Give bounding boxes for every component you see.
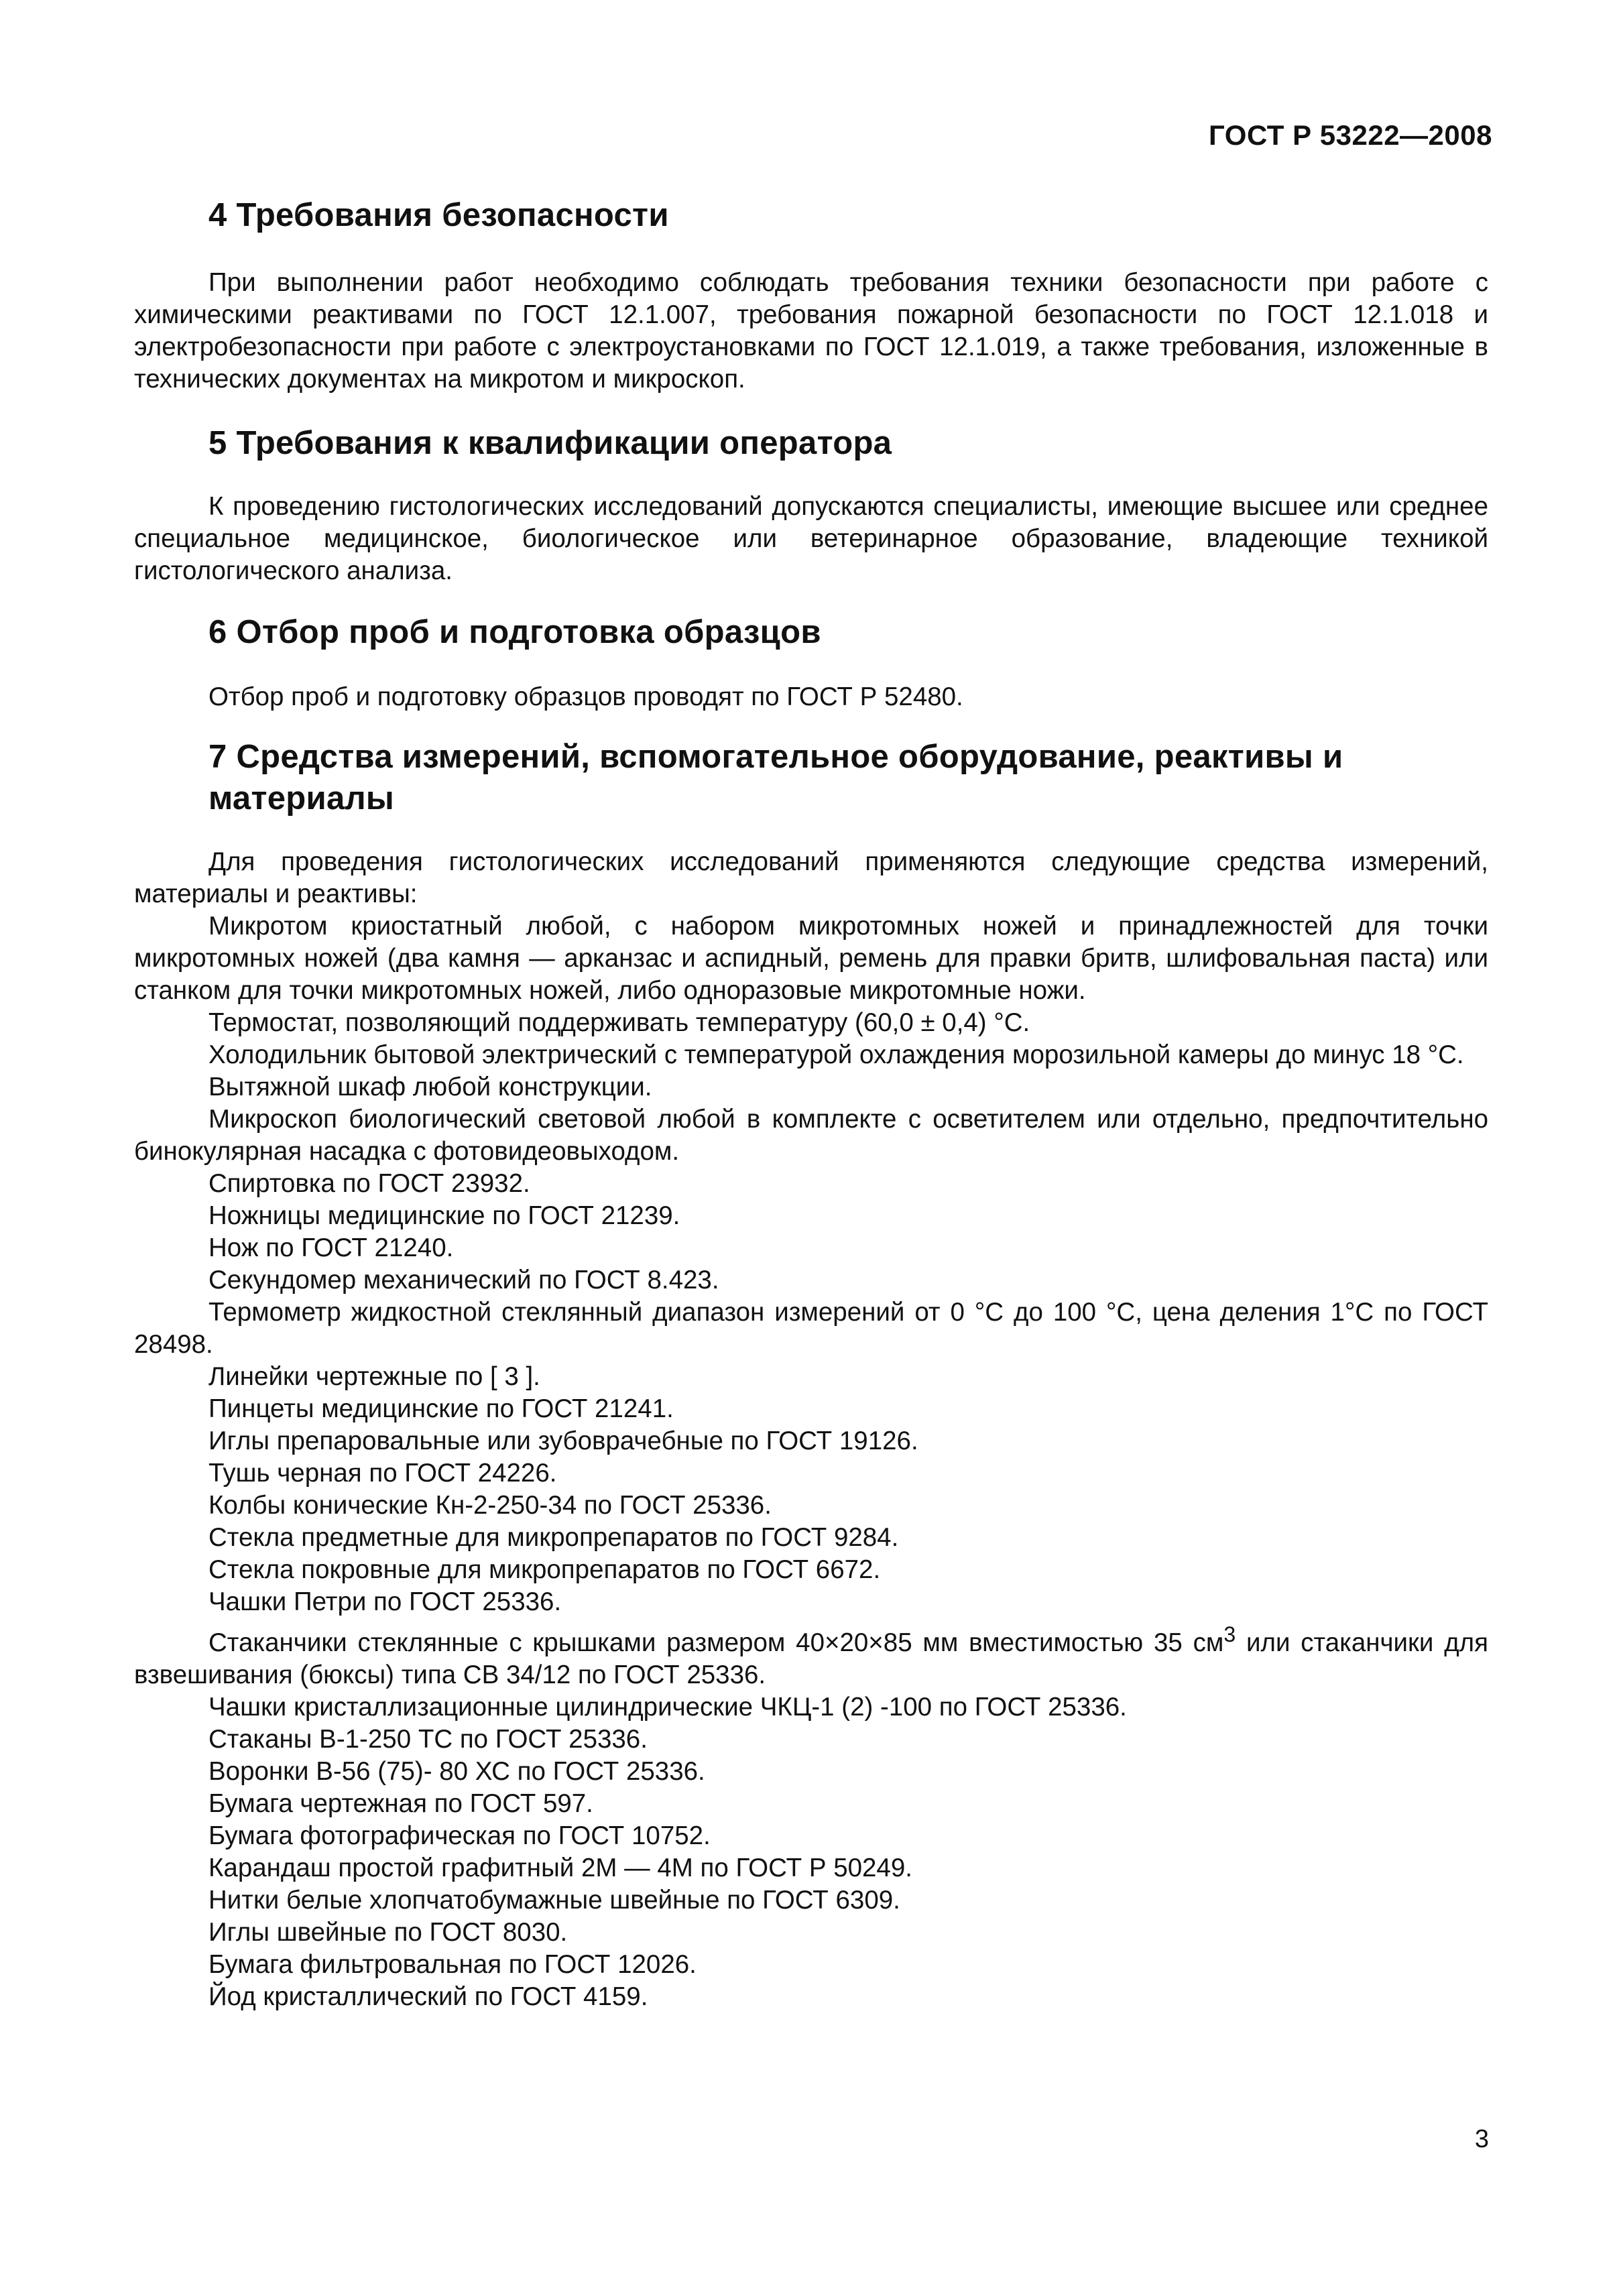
page-number: 3 [1474,2125,1489,2153]
list-item: Бумага фотографическая по ГОСТ 10752. [208,1821,711,1850]
beaker-text-post: или стаканчики для взвешивания (бюксы) типа СВ 34/12 по ГОСТ 25336. [134,1628,1488,1689]
section-6-text: Отбор проб и подготовку образцов проводят по ГОСТ Р 52480. [208,682,963,711]
section-4-text: При выполнении работ необходимо соблюдать требования техники безопасности при работе с химическими реактивами по ГОСТ 12.1.007, требования пожарной безопасности по ГОСТ 12.1.018 и электробезопасности при работе с электроустановками по ГОСТ 12.1.019, а также требования, изложенные в технических документах на микротом и микроскоп. [134,268,1488,394]
beaker-text-pre: Стаканчики стеклянные с крышками размером 40×20×85 мм вместимостью 35 см [208,1628,1224,1657]
list-item: Тушь черная по ГОСТ 24226. [208,1459,557,1488]
list-item: Спиртовка по ГОСТ 23932. [208,1169,530,1198]
list-item: Бумага чертежная по ГОСТ 597. [208,1789,593,1818]
list-item: Вытяжной шкаф любой конструкции. [208,1073,652,1101]
list-item: Термометр жидкостной стеклянный диапазон измерений от 0 °С до 100 °С, цена деления 1°С по ГОСТ 28498. [134,1298,1488,1359]
list-item: Колбы конические Кн-2-250-34 по ГОСТ 25336. [208,1491,772,1520]
list-item: Иглы швейные по ГОСТ 8030. [208,1917,568,1947]
list-item: Чашки кристаллизационные цилиндрические ЧКЦ-1 (2) -100 по ГОСТ 25336. [208,1692,1127,1721]
list-item: Нож по ГОСТ 21240. [208,1233,454,1262]
list-item: Линейки чертежные по [ 3 ]. [208,1362,540,1391]
list-item: Чашки Петри по ГОСТ 25336. [208,1587,562,1616]
list-item: Микроскоп биологический световой любой в комплекте с осветителем или отдельно, предпочтительно бинокулярная насадка с фотовидеовыходом. [134,1105,1488,1166]
page-content [134,194,1488,2013]
list-item: Нитки белые хлопчатобумажные швейные по ГОСТ 6309. [208,1885,900,1915]
list-item: Холодильник бытовой электрический с температурой охлаждения морозильной камеры до минус 18 °С. [208,1040,1464,1069]
list-item: Стаканы В-1-250 ТС по ГОСТ 25336. [208,1724,648,1754]
list-item: Пинцеты медицинские по ГОСТ 21241. [208,1394,674,1423]
list-item: Иглы препаровальные или зубоврачебные по ГОСТ 19126. [208,1427,918,1455]
superscript-3: 3 [1223,1622,1236,1646]
list-item: Карандаш простой графитный 2М — 4М по ГОСТ Р 50249. [208,1853,912,1882]
list-item: Бумага фильтровальная по ГОСТ 12026. [208,1949,697,1979]
section-4-heading: 4 Требования безопасности [208,197,669,233]
section-6-heading: 6 Отбор проб и подготовка образцов [208,614,821,650]
section-7-heading: 7 Средства измерений, вспомогательное оборудование, реактивы и материалы [208,739,1343,817]
list-item: Для проведения гистологических исследований применяются следующие средства измерений, материалы и реактивы: [134,847,1488,908]
list-item: Воронки В-56 (75)- 80 ХС по ГОСТ 25336. [208,1756,705,1786]
list-item: Стекла предметные для микропрепаратов по ГОСТ 9284. [208,1523,899,1552]
document-code: ГОСТ Р 53222—2008 [1209,119,1492,151]
list-item: Ножницы медицинские по ГОСТ 21239. [208,1201,680,1230]
list-item-beakers [134,1618,1488,1691]
section-5-text: К проведению гистологических исследований допускаются специалисты, имеющие высшее или среднее специальное медицинское, биологическое или ветеринарное образование, владеющие техникой гистологического анализа. [134,492,1488,585]
list-item: Секундомер механический по ГОСТ 8.423. [208,1266,719,1294]
section-7-list [134,846,1488,2013]
list-item: Термостат, позволяющий поддерживать температуру (60,0 ± 0,4) °С. [208,1008,1030,1037]
list-item: Йод кристаллический по ГОСТ 4159. [208,1982,648,2011]
list-item: Микротом криостатный любой, с набором микротомных ножей и принадлежностей для точки микротомных ножей (два камня — арканзас и аспидный, ремень для правки бритв, шлифовальная паста) или станком для точки микротомных ножей, либо одноразовые микротомные ножи. [134,912,1488,1005]
section-5-heading: 5 Требования к квалификации оператора [208,425,892,461]
list-item: Стекла покровные для микропрепаратов по ГОСТ 6672. [208,1555,881,1584]
